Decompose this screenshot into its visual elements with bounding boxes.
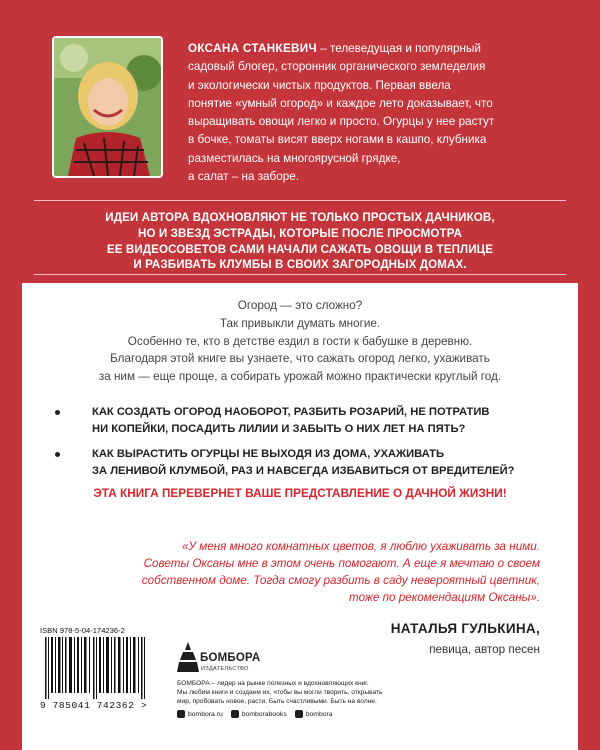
barcode-graphic [43,637,155,699]
bio-line: в бочке, томаты висят вверх ногами в кашпо, клубника [188,133,487,147]
author-photo [54,38,161,176]
social-link-vk[interactable] [231,710,287,718]
intro-paragraph [40,297,560,386]
bombora-logo-icon [177,640,199,674]
list-item-line: КАК СОЗДАТЬ ОГОРОД НАОБОРОТ, РАЗБИТЬ РОЗАРИЙ, НЕ ПОТРАТИВ [92,406,490,418]
publisher-subtitle: ИЗДАТЕЛЬСТВО [201,666,249,672]
quote-line: тоже по рекомендациям Оксаны». [348,590,540,604]
intro-line: Особенно те, кто в детстве ездил в гости к бабушке в деревню. [127,334,473,348]
author-name: ОКСАНА СТАНКЕВИЧ [188,42,318,55]
globe-icon [177,710,185,718]
question-list [40,404,560,488]
publisher-name: БОМБОРА [200,652,261,664]
testimonial-quote [60,539,540,607]
slogan: ЭТА КНИГА ПЕРЕВЕРНЕТ ВАШЕ ПРЕДСТАВЛЕНИЕ О ДАЧНОЙ ЖИЗНИ! [93,486,507,500]
intro-line: Огород — это сложно? [237,299,363,312]
publisher-desc-line: БОМБОРА – лидер на рынке полезных и вдохновляющих книг. [177,680,369,687]
divider-bottom [34,274,566,275]
isbn-number: ISBN 978-5-04-174236-2 [40,626,125,635]
bio-line-1 [188,40,543,58]
red-border-left [0,283,22,750]
author-bio [188,40,543,186]
barcode-digits: 9 785041 742362 > [40,700,148,711]
social-label: bombora [305,710,333,718]
publisher-desc-line: мир, пробовать новое, расти. Быть счастливыми. Быть на волне. [177,698,377,705]
publisher-desc-line: Мы любим книги и создаем их, чтобы вы могли творить, открывать [177,689,383,696]
list-item-line: НИ КОПЕЙКИ, ПОСАДИТЬ ЛИЛИИ И ЗАБЫТЬ О НИХ ЛЕТ НА ПЯТЬ? [92,422,466,435]
highlight-line: ИДЕИ АВТОРА ВДОХНОВЛЯЮТ НЕ ТОЛЬКО ПРОСТЫХ ДАЧНИКОВ, [105,211,495,224]
divider-top [34,200,566,201]
bio-line-1-text: – телеведущая и популярный [317,42,481,55]
bio-line: разместилась на многоярусной грядке, [188,151,401,165]
quote-line: «У меня много комнатных цветов, я люблю ухаживать за ними. [181,540,540,553]
social-link-site[interactable] [177,710,223,718]
endorser-role: певица, автор песен [429,643,540,656]
telegram-icon [295,710,303,718]
publisher-socials [177,710,333,718]
publisher-description [177,679,402,706]
bullet-icon [55,452,60,457]
highlight-line: ЕЕ ВИДЕОСОВЕТОВ САМИ НАЧАЛИ САЖАТЬ ОВОЩИ В ТЕПЛИЦЕ [106,242,494,256]
list-item-line: КАК ВЫРАСТИТЬ ОГУРЦЫ НЕ ВЫХОДЯ ИЗ ДОМА, УХАЖИВАТЬ [92,448,445,460]
list-item [40,446,560,479]
list-item [40,404,560,437]
highlight-line: НО И ЗВЕЗД ЭСТРАДЫ, КОТОРЫЕ ПОСЛЕ ПРОСМОТРА [137,226,463,240]
social-label: bomborabooks [241,710,287,718]
social-link-telegram[interactable] [295,710,333,718]
intro-line: за ним — еще проще, а собирать урожай можно практически круглый год. [98,370,502,384]
bio-line: садовый блогер, сторонник органического земледелия [188,60,486,74]
bio-line: понятие «умный огород» и каждое лето доказывает, что [188,96,493,110]
red-border-right [578,283,600,750]
intro-line: Так привыкли думать многие. [219,316,381,330]
highlight-line: И РАЗБИВАТЬ КЛУМБЫ В СВОИХ ЗАГОРОДНЫХ ДОМАХ. [133,258,467,272]
highlight-block [40,210,560,273]
vk-icon [231,710,239,718]
bullet-icon [55,410,60,415]
bio-line: а салат – на заборе. [188,170,300,184]
quote-line: собственном доме. Тогда смогу разбить в саду невероятный цветник, [141,573,540,587]
social-label: bombora.ru [188,710,223,718]
quote-line: Советы Оксаны мне в этом очень помогают. А еще я мечтаю о своем [143,556,540,570]
list-item-line: ЗА ЛЕНИВОЙ КЛУМБОЙ, РАЗ И НАВСЕГДА ИЗБАВИТЬСЯ ОТ ВРЕДИТЕЛЕЙ? [92,464,515,477]
endorser-name: НАТАЛЬЯ ГУЛЬКИНА, [390,621,540,636]
bio-line: и экологически чистых продуктов. Первая ввела [188,78,451,92]
intro-line: Благодаря этой книге вы узнаете, что сажать огород легко, ухаживать [110,352,490,366]
bio-line: выращивать овощи легко и просто. Огурцы у нее растут [188,115,495,129]
